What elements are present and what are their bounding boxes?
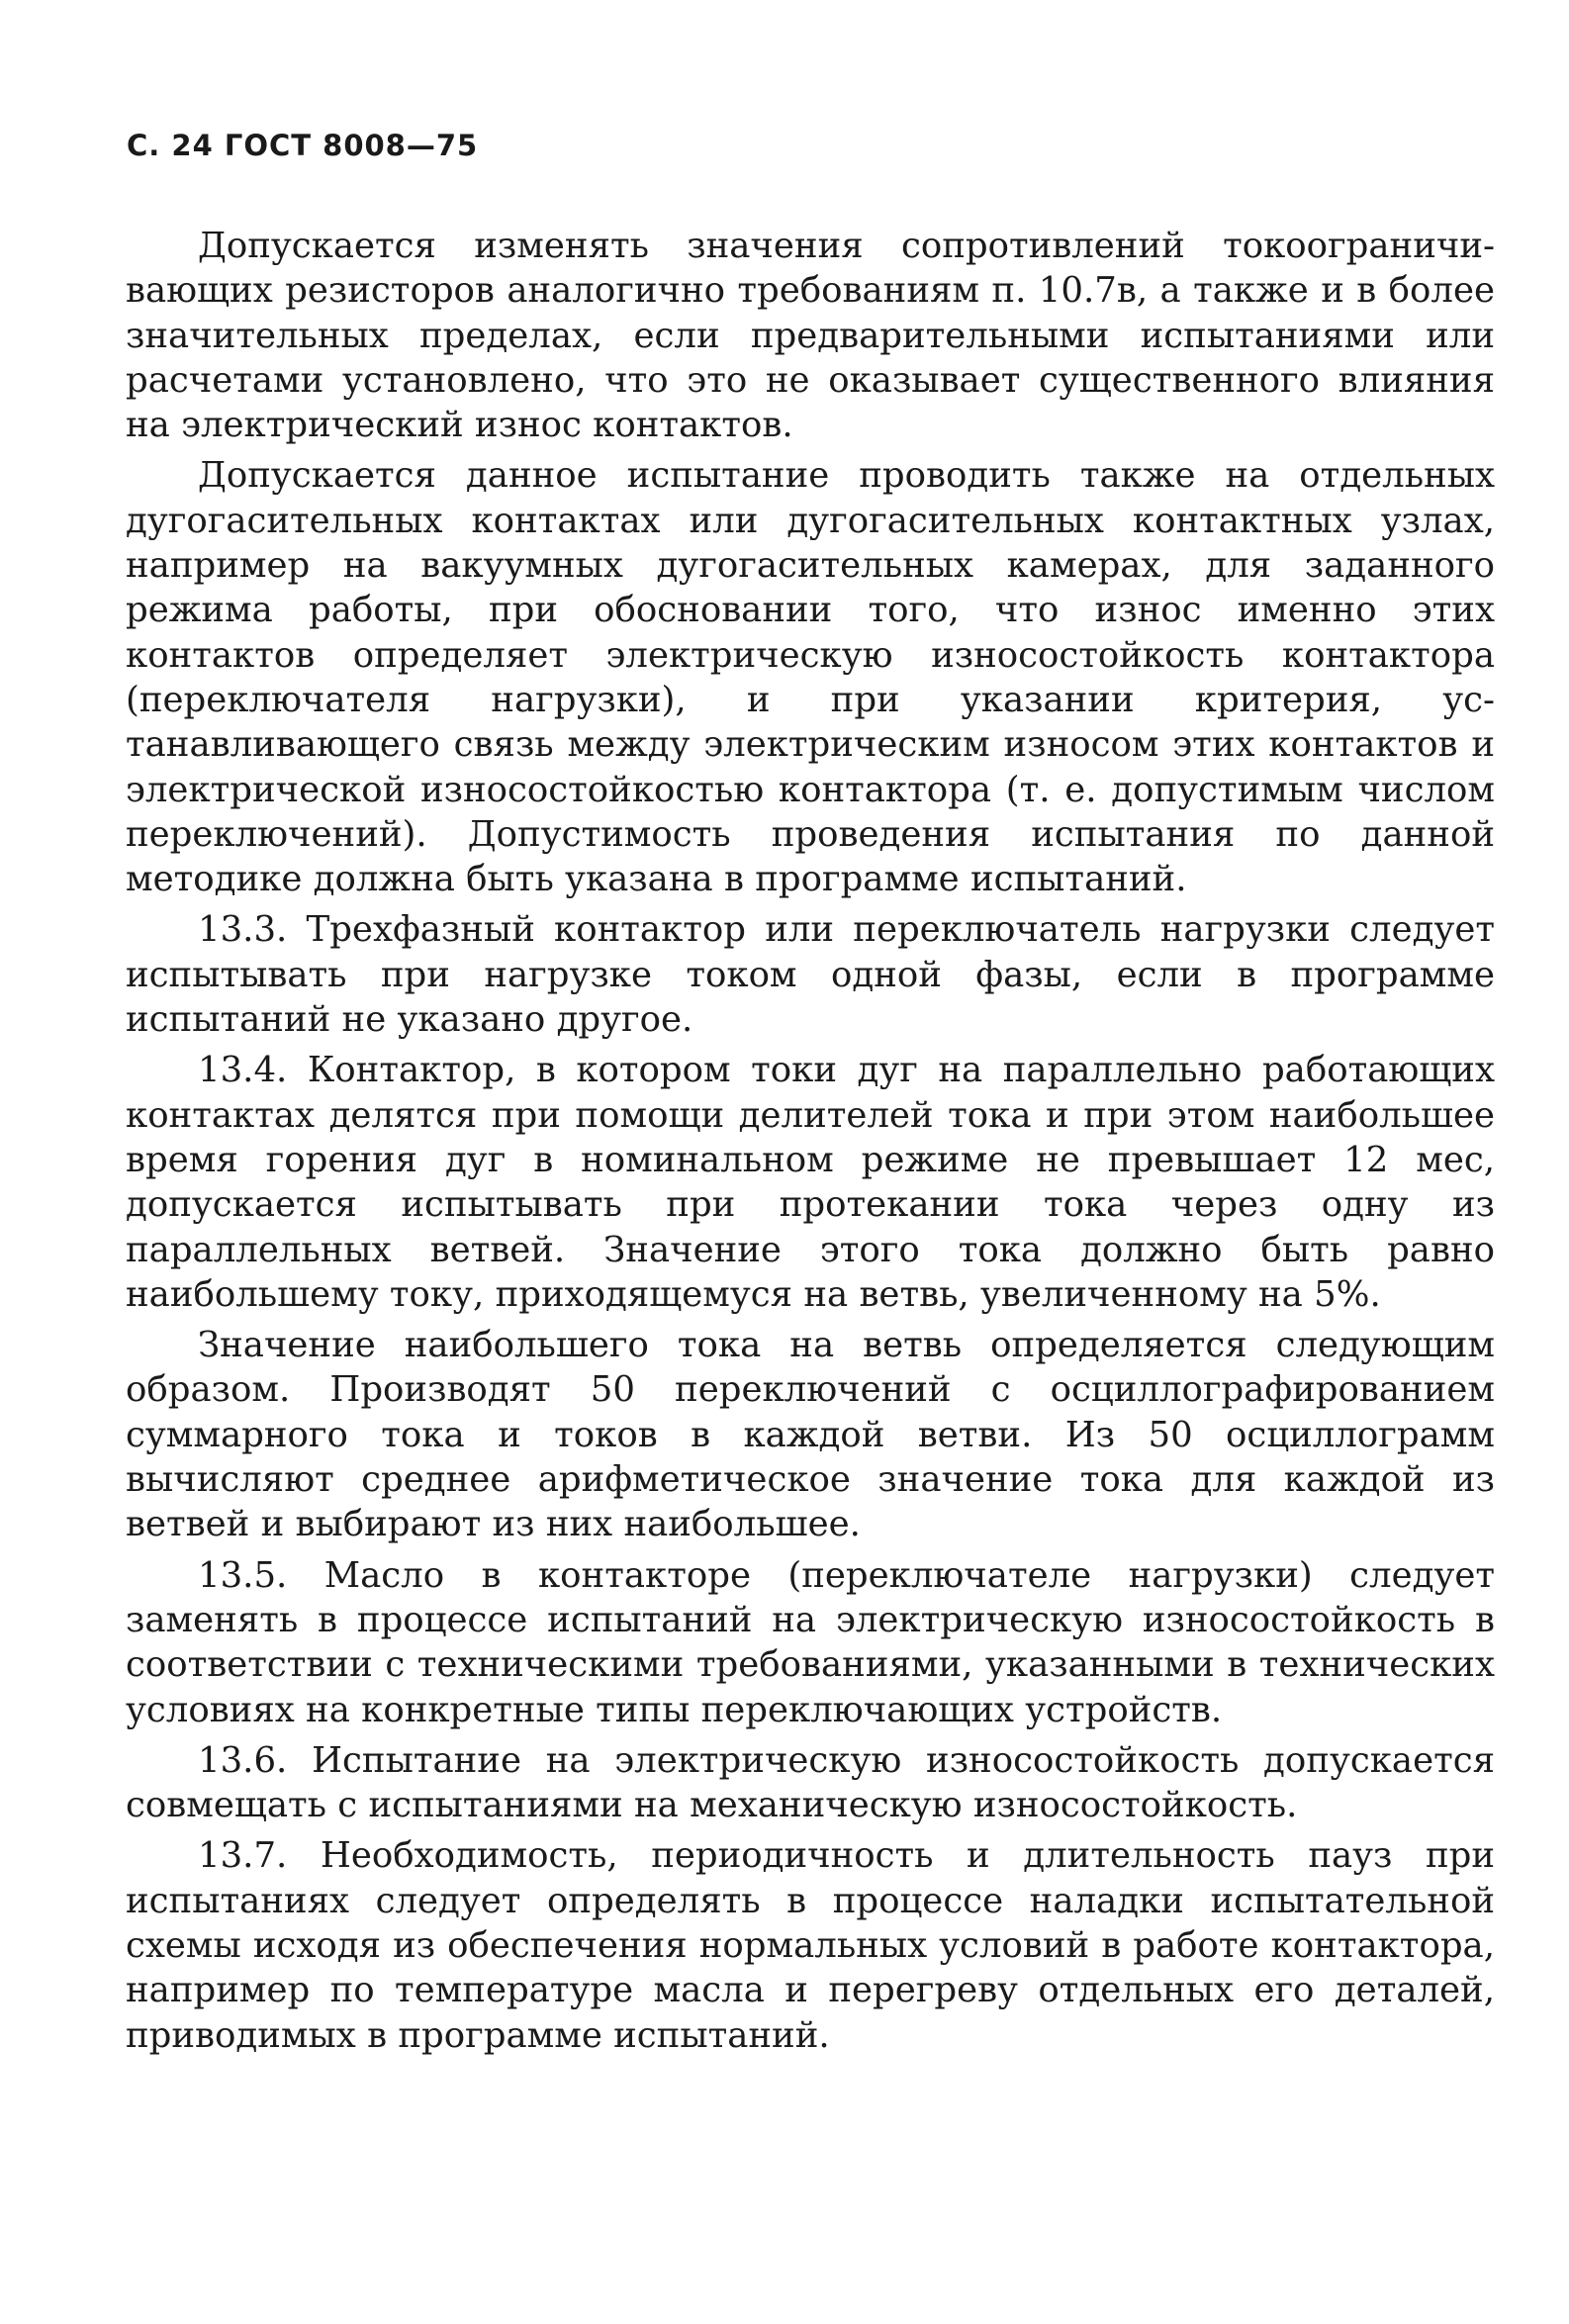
paragraph-resistors: Допускается изменять значения сопротивлений токоограничивающих резисторов аналогично требованиям п. 10.7в, а также и в более значительных пределах, если предварительными испытаниями или расчетами установлено, что это не оказывает существенного влияния на электрический износ контактов.: [126, 226, 1495, 446]
page-header: С. 24 ГОСТ 8008—75: [127, 129, 479, 162]
paragraph-13-4: 13.4. Контактор, в котором токи дуг на параллельно работающих контактах делятся при помощи делителей тока и при этом наибольшее время горения дуг в номинальном режиме не превышает 12 мес, допускается испытывать при протекании тока через одну из параллельных ветвей. Значение этого тока должно быть равно наибольшему току, приходящемуся на ветвь, увеличенному на 5%.: [126, 1050, 1495, 1315]
paragraph-13-5: 13.5. Масло в контакторе (переключателе нагрузки) следует заменять в процессе испытаний на электрическую износостойкость в соответствии с техническими требованиями, указанными в технических условиях на конкретные типы переключающих устройств.: [126, 1554, 1495, 1730]
paragraph-13-7: 13.7. Необходимость, периодичность и длительность пауз при испытаниях следует определять в процессе наладки испытательной схемы исходя из обеспечения нормальных условий в работе контактора, например по температуре масла и перегреву отдельных его деталей, приводимых в программе испытаний.: [126, 1835, 1495, 2056]
paragraph-13-6: 13.6. Испытание на электрическую износостойкость допускается совмещать с испытаниями на механическую износостойкость.: [126, 1739, 1495, 1826]
document-body: [126, 224, 1495, 2064]
paragraph-arc-contacts: Допускается данное испытание проводить также на отдельных дугогасительных контактах или дугогасительных контактных узлах, например на вакуумных дугогасительных камерах, для заданного режима работы, при обосновании того, что износ именно этих контактов определяет электрическую износостойкость контактора (переключателя нагрузки), и при указании критерия, устанавливающего связь между электрическим износом этих контактов и электрической износостойкостью контактора (т. е. допустимым числом переключений). Допустимость проведения испытания по данной методике должна быть указана в программе испытаний.: [126, 455, 1495, 900]
paragraph-13-3: 13.3. Трехфазный контактор или переключатель нагрузки следует испытывать при нагрузке током одной фазы, если в программе испытаний не указано другое.: [126, 909, 1495, 1041]
paragraph-max-current: Значение наибольшего тока на ветвь определяется следующим образом. Производят 50 переключений с осциллографированием суммарного тока и токов в каждой ветви. Из 50 осциллограмм вычисляют среднее арифметическое значение тока для каждой из ветвей и выбирают из них наибольшее.: [126, 1325, 1495, 1545]
